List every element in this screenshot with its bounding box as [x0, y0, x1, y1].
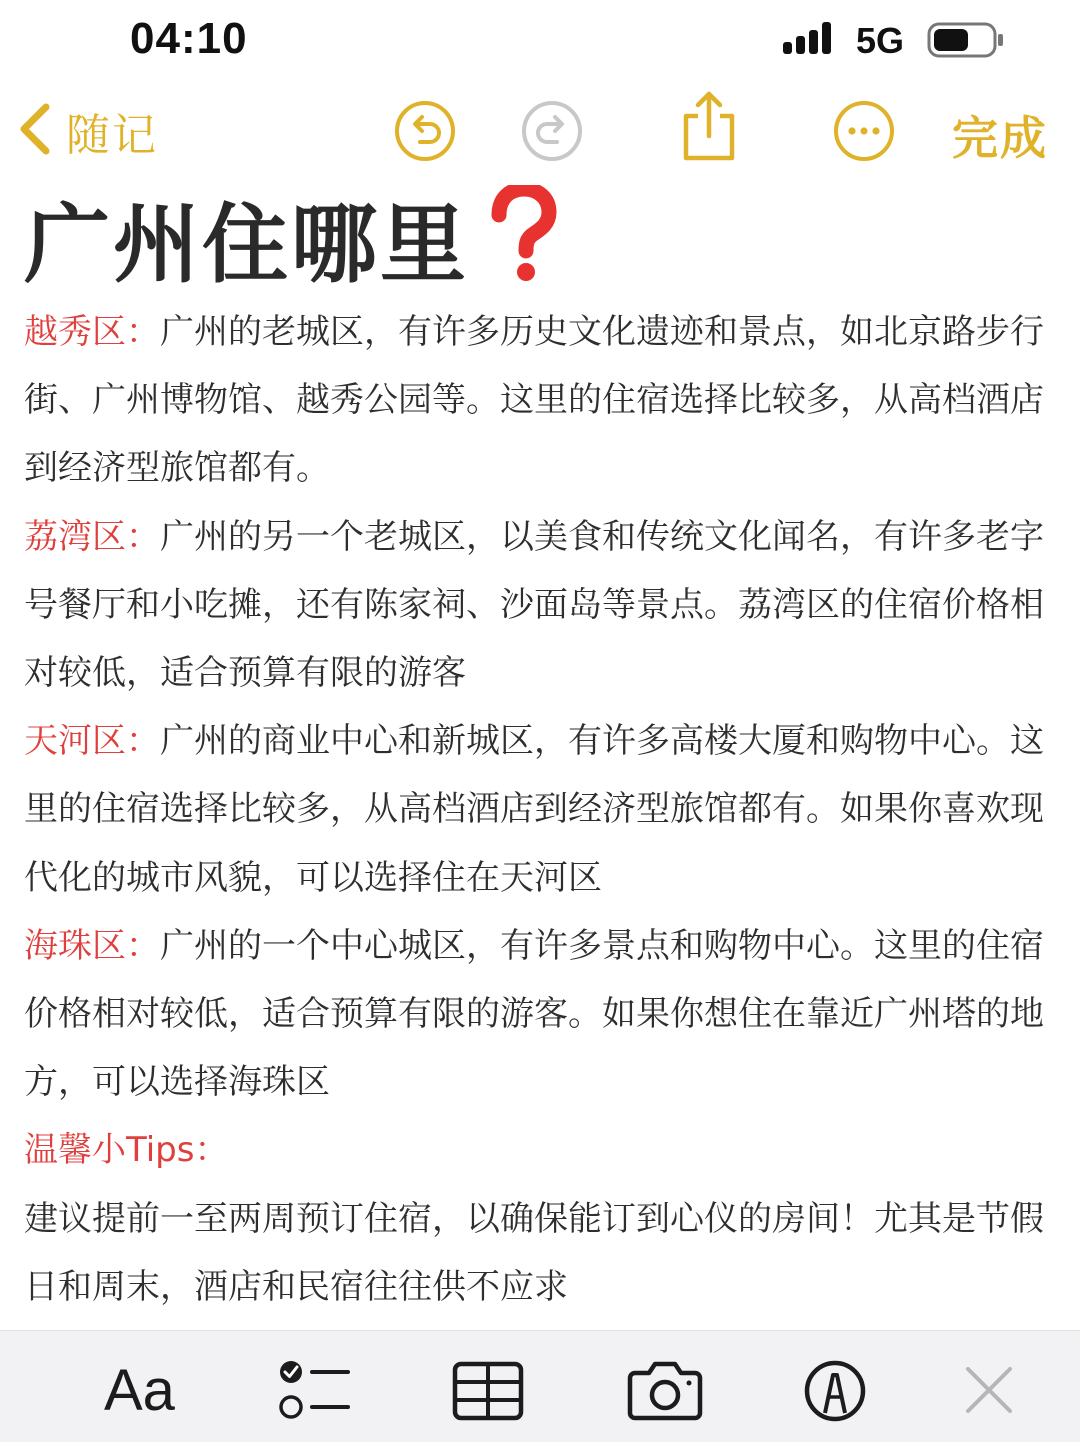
tips-text: 建议提前一至两周预订住宿，以确保能订到心仪的房间！尤其是节假日和周末，酒店和民宿往往供不应求 [24, 1198, 1044, 1307]
more-icon[interactable] [831, 98, 897, 168]
bottom-toolbar [0, 1330, 1080, 1442]
redo-icon[interactable] [519, 98, 585, 168]
back-label: 随记 [66, 110, 158, 161]
table-icon[interactable] [452, 1361, 524, 1425]
camera-icon[interactable] [627, 1359, 703, 1425]
section-label: 荔湾区： [24, 516, 160, 557]
section-text: 广州的一个中心城区，有许多景点和购物中心。这里的住宿价格相对较低，适合预算有限的游客。如果你想住在靠近广州塔的地方，可以选择海珠区 [24, 925, 1044, 1103]
signal-icon [783, 20, 841, 64]
section-liwan [24, 503, 1064, 708]
note-title[interactable] [24, 182, 559, 295]
nav-bar [0, 90, 1080, 170]
network-type: 5G [856, 20, 905, 61]
status-bar [0, 0, 1080, 80]
note-title-text: 广州住哪里 [24, 195, 469, 295]
note-body[interactable] [24, 298, 1064, 1321]
section-label: 海珠区： [24, 925, 160, 966]
section-tianhe [24, 707, 1064, 912]
back-button[interactable] [16, 96, 158, 166]
battery-icon [927, 22, 1005, 62]
status-time: 04:10 [130, 14, 248, 63]
section-text: 广州的另一个老城区，以美食和传统文化闻名，有许多老字号餐厅和小吃摊，还有陈家祠、沙面岛等景点。荔湾区的住宿价格相对较低，适合预算有限的游客 [24, 516, 1044, 694]
checklist-icon[interactable] [278, 1357, 350, 1427]
chevron-left-icon [16, 101, 52, 161]
section-haizhu [24, 912, 1064, 1117]
done-button[interactable]: 完成 [952, 111, 1048, 165]
question-mark-icon [487, 185, 559, 289]
section-text: 广州的老城区，有许多历史文化遗迹和景点，如北京路步行街、广州博物馆、越秀公园等。这里的住宿选择比较多，从高档酒店到经济型旅馆都有。 [24, 312, 1044, 489]
section-yuexiu [24, 298, 1064, 503]
section-label: 天河区： [24, 721, 160, 762]
section-text: 广州的商业中心和新城区，有许多高楼大厦和购物中心。这里的住宿选择比较多，从高档酒店到经济型旅馆都有。如果你喜欢现代化的城市风貌，可以选择住在天河区 [24, 721, 1044, 898]
markup-icon[interactable] [803, 1357, 867, 1427]
share-icon[interactable] [678, 90, 740, 166]
format-button[interactable]: Aa [104, 1358, 175, 1423]
close-icon[interactable] [964, 1365, 1014, 1419]
undo-icon[interactable] [392, 98, 458, 168]
tips-heading: 温馨小Tips： [24, 1130, 229, 1171]
section-label: 越秀区： [24, 312, 160, 352]
